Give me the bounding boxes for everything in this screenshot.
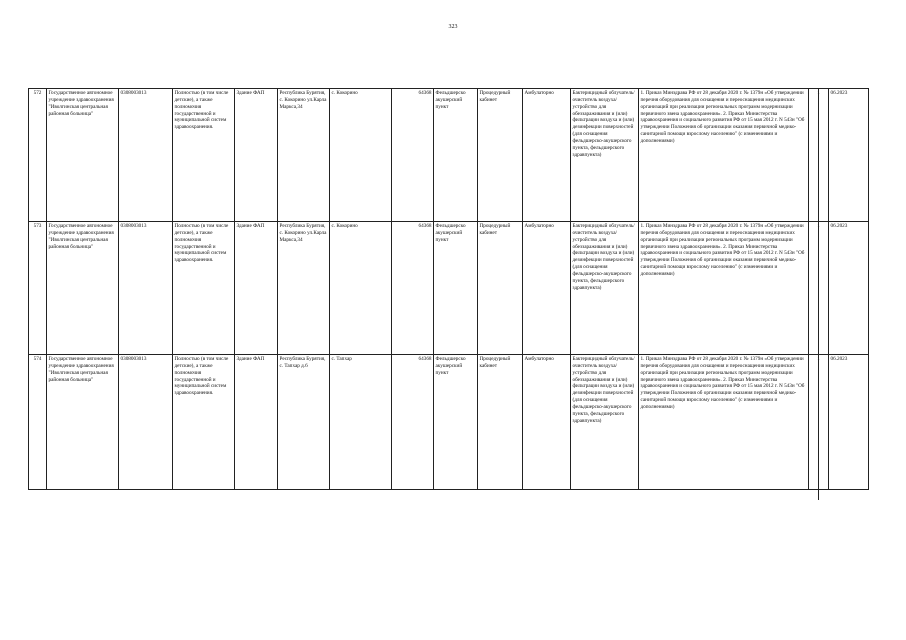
code-cell: 0308003013 bbox=[119, 355, 173, 490]
organization-cell: Государственное автономное учреждение здравоохранения "Иволгинская центральная районная больница" bbox=[47, 355, 119, 490]
table-row bbox=[29, 222, 869, 355]
unit-cell: Фельдшерско акушерский пункт bbox=[434, 355, 478, 490]
code-cell: 0308003013 bbox=[119, 222, 173, 355]
settlement-cell: с. Кокорино bbox=[330, 222, 392, 355]
oktmo-cell: 64368 bbox=[392, 355, 434, 490]
oktmo-cell: 64368 bbox=[392, 89, 434, 222]
row-number: 574 bbox=[29, 355, 47, 490]
table-row bbox=[29, 355, 869, 490]
settlement-cell: с. Кокорино bbox=[330, 89, 392, 222]
equipment-cell: Бактерицидный облучатель/очиститель воздуха/устройство для обеззараживания и (или) фильтрации воздуха и (или) дезинфекции поверхностей (для оснащения фельдшерско-акушерского пункта, фельдшерского здравпункта) bbox=[571, 222, 639, 355]
purpose-cell: Полностью (в том числе детские), а также полномочия государственной и муниципальной систем здравоохранения. bbox=[173, 222, 235, 355]
organization-cell: Государственное автономное учреждение здравоохранения "Иволгинская центральная районная больница" bbox=[47, 222, 119, 355]
care-mode-cell: Амбулаторно bbox=[523, 222, 571, 355]
organization-cell: Государственное автономное учреждение здравоохранения "Иволгинская центральная районная больница" bbox=[47, 89, 119, 222]
date-cell: 06.2023 bbox=[829, 222, 869, 355]
building-cell: Здание ФАП bbox=[235, 222, 278, 355]
oktmo-cell: 64368 bbox=[392, 222, 434, 355]
legal-basis-cell: 1. Приказ Минздрава РФ от 28 декабря 2020 г. № 1379н «Об утверждении перечня оборудования для оснащения и переоснащения медицинских организаций при реализации региональных программ модернизации первичного звена здравоохранения». 2. Приказ Министерства здравоохранения и социального развития РФ от 15 мая 2012 г. N 543н "Об утверждении Положения об организации оказания первичной медико-санитарной помощи взрослому населению" (с изменениями и дополнениями) bbox=[639, 222, 809, 355]
legal-basis-cell: 1. Приказ Минздрава РФ от 28 декабря 2020 г. № 1379н «Об утверждении перечня оборудования для оснащения и переоснащения медицинских организаций при реализации региональных программ модернизации первичного звена здравоохранения». 2. Приказ Министерства здравоохранения и социального развития РФ от 15 мая 2012 г. N 543н "Об утверждении Положения об организации оказания первичной медико-санитарной помощи взрослому населению" (с изменениями и дополнениями) bbox=[639, 89, 809, 222]
row-number: 573 bbox=[29, 222, 47, 355]
legal-basis-cell: 1. Приказ Минздрава РФ от 28 декабря 2020 г. № 1379н «Об утверждении перечня оборудования для оснащения и переоснащения медицинских организаций при реализации региональных программ модернизации первичного звена здравоохранения». 2. Приказ Министерства здравоохранения и социального развития РФ от 15 мая 2012 г. N 543н "Об утверждении Положения об организации оказания первичной медико-санитарной помощи взрослому населению" (с изменениями и дополнениями) bbox=[639, 355, 809, 490]
room-cell: Процедурный кабинет bbox=[478, 355, 523, 490]
equipment-register-table bbox=[28, 88, 869, 490]
unit-cell: Фельдшерско акушерский пункт bbox=[434, 89, 478, 222]
address-cell: Республика Бурятия, с. Кокорино ул.Карла Маркса,34 bbox=[278, 89, 330, 222]
date-cell: 06.2023 bbox=[829, 89, 869, 222]
settlement-cell: с. Тапхар bbox=[330, 355, 392, 490]
care-mode-cell: Амбулаторно bbox=[523, 355, 571, 490]
row-number: 572 bbox=[29, 89, 47, 222]
building-cell: Здание ФАП bbox=[235, 355, 278, 490]
room-cell: Процедурный кабинет bbox=[478, 89, 523, 222]
address-cell: Республика Бурятия, с. Кокорино ул.Карла Маркса,34 bbox=[278, 222, 330, 355]
date-cell: 06.2023 bbox=[829, 355, 869, 490]
table-edge-line bbox=[818, 88, 819, 500]
equipment-cell: Бактерицидный облучатель/очиститель воздуха/устройство для обеззараживания и (или) фильтрации воздуха и (или) дезинфекции поверхностей (для оснащения фельдшерско-акушерского пункта, фельдшерского здравпункта) bbox=[571, 355, 639, 490]
unit-cell: Фельдшерско акушерский пункт bbox=[434, 222, 478, 355]
room-cell: Процедурный кабинет bbox=[478, 222, 523, 355]
page-number: 323 bbox=[448, 24, 458, 30]
care-mode-cell: Амбулаторно bbox=[523, 89, 571, 222]
address-cell: Республика Бурятия, с. Тапхар д.6 bbox=[278, 355, 330, 490]
code-cell: 0308003013 bbox=[119, 89, 173, 222]
equipment-cell: Бактерицидный облучатель/очиститель воздуха/устройство для обеззараживания и (или) фильтрации воздуха и (или) дезинфекции поверхностей (для оснащения фельдшерско-акушерского пункта, фельдшерского здравпункта) bbox=[571, 89, 639, 222]
building-cell: Здание ФАП bbox=[235, 89, 278, 222]
purpose-cell: Полностью (в том числе детские), а также полномочия государственной и муниципальной систем здравоохранения. bbox=[173, 355, 235, 490]
purpose-cell: Полностью (в том числе детские), а также полномочия государственной и муниципальной систем здравоохранения. bbox=[173, 89, 235, 222]
table-row bbox=[29, 89, 869, 222]
